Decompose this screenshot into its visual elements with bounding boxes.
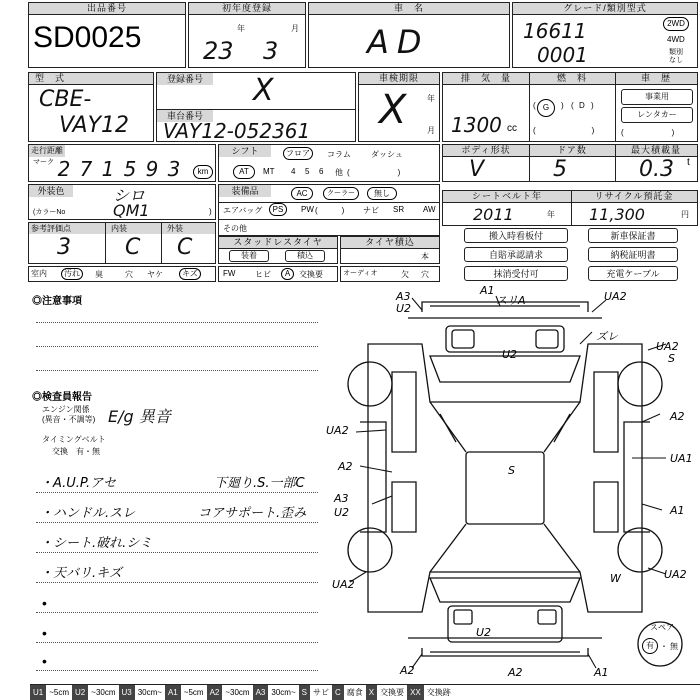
fuel-g: G (537, 99, 555, 117)
inspection-mark: X (379, 87, 407, 133)
load: 0.3 (639, 157, 674, 182)
timing-sub: 交換 有・無 (52, 447, 100, 456)
load-unit: t (687, 157, 690, 168)
inspector-title: ◎検査員報告 (32, 392, 92, 403)
reg-no-label: 登録番号 (157, 73, 213, 85)
km-unit: km (193, 165, 213, 179)
mark-18: UA2 (332, 578, 355, 591)
body-label: ボディ形状 (461, 145, 511, 155)
chassis-no: VAY12-052361 (163, 119, 311, 143)
btn-warranty: 新車保証書 (588, 228, 678, 243)
seatbelt-year: 2011 (473, 205, 514, 224)
spare-label: スペア (650, 623, 674, 632)
car-diagram (330, 282, 700, 682)
inspector-item-3: ・シート.破れ.シミ (40, 536, 153, 551)
history-rental: レンタカー (621, 107, 693, 123)
shift-gear-6: 6 (319, 167, 324, 176)
recycle-unit: 円 (681, 210, 689, 219)
mark-20: UA2 (664, 568, 687, 581)
exterior-label: 外装 (167, 224, 183, 233)
mark-11: A2 (670, 410, 685, 423)
doors: 5 (553, 157, 567, 182)
cc-unit: cc (507, 123, 517, 134)
year-unit: 年 (237, 24, 245, 33)
btn-insurance: 自賠承認請求 (464, 247, 568, 262)
door-label: ドア数 (557, 145, 587, 155)
equip-ac: AC (291, 187, 313, 200)
legend-v-6: 30cm~ (271, 688, 296, 697)
inspection-month-unit: 月 (427, 126, 435, 135)
legend-v-1: ~5cm (49, 688, 70, 697)
mileage-digit-4: 5 (123, 157, 137, 181)
spare-no: 無 (670, 642, 678, 651)
legend-k-10: XX (407, 685, 424, 700)
legend-v-4: ~5cm (183, 688, 204, 697)
interior-label: 内装 (111, 224, 127, 233)
score-box (28, 222, 216, 264)
studless-label: スタッドレスタイヤ (219, 237, 337, 249)
mark-19: W (610, 572, 621, 585)
color: シロ (113, 186, 146, 205)
legend-v-7: サビ (312, 688, 329, 697)
audio-box (340, 266, 440, 282)
drive-2wd: 2WD (663, 17, 689, 31)
mark-17: A1 (670, 504, 685, 517)
grade-line2: 0001 (537, 43, 588, 67)
audio-hole: 穴 (421, 270, 429, 279)
lot-number-label: 出品番号 (29, 3, 185, 15)
mileage-digits (53, 157, 185, 181)
legend-k-1: U1 (30, 685, 46, 700)
mark-1: A3 (396, 290, 411, 303)
color-code: QM1 (113, 201, 150, 220)
seatbelt-unit: 年 (547, 210, 555, 219)
fw-a: A (281, 268, 294, 280)
lot-number: SD0025 (33, 21, 142, 54)
legend-v-5: ~30cm (225, 688, 250, 697)
inspector-item-4: ・天バリ.キズ (40, 566, 122, 581)
equip-box: 装備品 AC クーラー 無し エアバッグ PS PW ( ) ナビ SR AW その他 (218, 184, 440, 236)
disp-fuel-history-box: 排 気 量 燃 料 車 歴 1300 cc G ( ) D ( ) ( ) 事業用 レンタカー ( ) (442, 72, 698, 142)
mark-12: A2 (338, 460, 353, 473)
shift-gear-5: 5 (305, 167, 310, 176)
shift-mt: MT (263, 167, 275, 176)
studless-fitted: 装着 (229, 250, 269, 262)
mark-4: スリA (496, 294, 526, 307)
equip-label: 装備品 (219, 185, 271, 197)
mileage-mark: マーク (33, 159, 54, 166)
model-line1: CBE- (39, 87, 92, 112)
equip-sr: SR (393, 205, 405, 214)
grade-line1: 16611 (523, 19, 587, 43)
legend-k-6: A3 (253, 685, 269, 700)
cabin-dirt: 汚れ (61, 268, 83, 280)
inspector-item-1: ・A.U.P.アセ (40, 476, 116, 491)
recycle-amount: 11,300 (589, 205, 645, 224)
mileage-digit-2: 7 (79, 157, 93, 181)
month-unit: 月 (291, 24, 299, 33)
drive-4wd: 4WD (667, 35, 685, 44)
mark-3: A1 (480, 284, 495, 297)
caution-title: ◎注意事項 (32, 296, 82, 307)
fw-replace: 交換要 (299, 270, 323, 279)
btn-cancel: 抹消受付可 (464, 266, 568, 281)
mileage-label: 走行距離 (31, 146, 63, 155)
interior: C (125, 235, 141, 260)
status-buttons (442, 228, 698, 282)
equip-other: その他 (223, 224, 247, 233)
first-reg-month: 3 (263, 37, 279, 65)
car-name-label: 車 名 (309, 3, 509, 15)
engine-sub: (異音・不調等) (42, 415, 96, 424)
mark-7: ズレ (596, 330, 618, 343)
legend-k-7: S (299, 685, 310, 700)
equip-aw: AW (423, 205, 436, 214)
mark-23: A2 (508, 666, 523, 679)
engine-note: E/g 異音 (108, 407, 171, 426)
load-label: 最大積載量 (630, 145, 681, 155)
shift-box: シフト フロア コラム ダッシュ AT MT 4 5 6 他 ( ) (218, 144, 440, 182)
fuel-d: D (579, 101, 585, 110)
equip-cooler: クーラー (323, 187, 359, 200)
seatbelt-recycle-box (442, 190, 698, 226)
btn-tax: 納税証明書 (588, 247, 678, 262)
mileage-box (28, 144, 216, 182)
btn-signboard: 搬入時看板付 (464, 228, 568, 243)
studless-box (218, 236, 338, 264)
legend-v-2: ~30cm (91, 688, 116, 697)
mark-16: U2 (334, 506, 350, 519)
equip-pw: PW (301, 205, 314, 214)
history-label: 車 歴 (640, 73, 671, 83)
mark-21: U2 (476, 626, 492, 639)
ruibetsu-nashi: 類別なし (669, 49, 683, 64)
grade-label: グレード/類別型式 (513, 3, 697, 15)
body-box (442, 144, 698, 182)
car-name-box (308, 2, 510, 68)
legend-k-8: C (332, 685, 344, 700)
displacement: 1300 (451, 113, 502, 137)
legend-v-3: 30cm~ (137, 688, 162, 697)
color-box: 外装色 シロ (カラーNo QM1 ) (28, 184, 216, 220)
model-line2: VAY12 (59, 113, 130, 138)
shift-column: コラム (327, 150, 351, 159)
cabin-scratch: キズ (179, 268, 201, 280)
reg-chassis-box (156, 72, 356, 142)
mileage-digit-1: 2 (57, 157, 71, 181)
history-business: 事業用 (621, 89, 693, 105)
score: 3 (57, 235, 71, 260)
displacement-label: 排 気 量 (460, 73, 511, 83)
audio-missing: 欠 (401, 270, 409, 279)
legend-k-3: U3 (119, 685, 135, 700)
legend-v-8: 腐食 (346, 688, 363, 697)
tire-box (340, 236, 440, 264)
mark-22: A2 (400, 664, 415, 677)
exterior: C (177, 235, 193, 260)
studless-loaded: 積込 (285, 250, 325, 262)
tire-unit: 本 (421, 252, 429, 261)
color-code-label: (カラーNo (33, 209, 66, 216)
shift-label: シフト (219, 145, 271, 157)
mileage-digit-6: 3 (167, 157, 181, 181)
shift-dash: ダッシュ (371, 150, 403, 159)
mark-6: U2 (502, 348, 518, 361)
lot-number-box (28, 2, 186, 68)
fw-label: FW (223, 269, 236, 278)
shift-at: AT (233, 165, 255, 179)
spare-yes: 有 (642, 638, 658, 654)
mark-15: A3 (334, 492, 349, 505)
inspection-box (358, 72, 440, 142)
tire-label: タイヤ積込 (341, 237, 439, 249)
equip-navi: ナビ (363, 206, 379, 215)
first-reg-year: 23 (203, 37, 234, 65)
legend-k-2: U2 (72, 685, 88, 700)
legend-k-4: A1 (165, 685, 181, 700)
legend-k-5: A2 (207, 685, 223, 700)
mileage-digit-5: 9 (145, 157, 159, 181)
mark-9: S (668, 352, 675, 365)
engine-label: エンジン関係 (42, 405, 90, 414)
inspector-right-1: 下廻り.S.一部C (214, 476, 305, 491)
audio-label: オーディオ (343, 270, 378, 277)
cabin-box (28, 266, 216, 282)
timing-label: タイミングベルト (42, 435, 106, 444)
first-reg-box (188, 2, 306, 68)
cabin-burn: ヤケ (147, 270, 163, 279)
cabin-hole: 穴 (125, 270, 133, 279)
cabin-smell: 臭 (95, 270, 103, 279)
equip-airbag: エアバッグ (223, 206, 263, 215)
car-name: AD (367, 23, 430, 61)
mark-10: UA2 (326, 424, 349, 437)
fw-box (218, 266, 338, 282)
legend-v-10: 交換跡 (426, 688, 451, 697)
inspection-label: 車検期限 (359, 73, 439, 85)
fuel-label: 燃 料 (556, 73, 587, 83)
btn-cable: 充電ケーブル (588, 266, 678, 281)
damage-legend (30, 684, 700, 700)
model-label: 型 式 (29, 73, 153, 85)
shift-floor: フロア (283, 147, 313, 160)
mark-14: S (508, 464, 515, 477)
inspector-right-2: コアサポート.歪み (198, 506, 307, 521)
shift-gear-4: 4 (291, 167, 296, 176)
body-shape: V (469, 157, 485, 182)
mark-5: UA2 (604, 290, 627, 303)
mileage-digit-3: 1 (101, 157, 115, 181)
legend-v-9: 交換要 (380, 688, 405, 697)
model-box (28, 72, 154, 142)
grade-box (512, 2, 698, 68)
equip-ps: PS (269, 203, 287, 216)
inspector-item-2: ・ハンドル.スレ (40, 506, 136, 521)
seatbelt-label: シートベルト年 (471, 191, 542, 201)
mark-13: UA1 (670, 452, 693, 465)
chassis-label: 車台番号 (157, 110, 213, 122)
color-label: 外装色 (29, 185, 73, 197)
legend-k-9: X (366, 685, 377, 700)
score-label: 参考評価点 (31, 224, 71, 233)
mark-8: UA2 (656, 340, 679, 353)
shift-other: 他 (335, 168, 343, 177)
cabin-label: 室内 (31, 269, 47, 278)
recycle-label: リサイクル預託金 (594, 191, 674, 201)
fw-crack: ヒビ (255, 270, 271, 279)
mark-2: U2 (396, 302, 412, 315)
first-reg-label: 初年度登録 (189, 3, 305, 15)
mark-24: A1 (594, 666, 609, 679)
equip-none: 無し (367, 187, 397, 200)
reg-no-mark: X (253, 73, 274, 108)
inspection-year-unit: 年 (427, 94, 435, 103)
